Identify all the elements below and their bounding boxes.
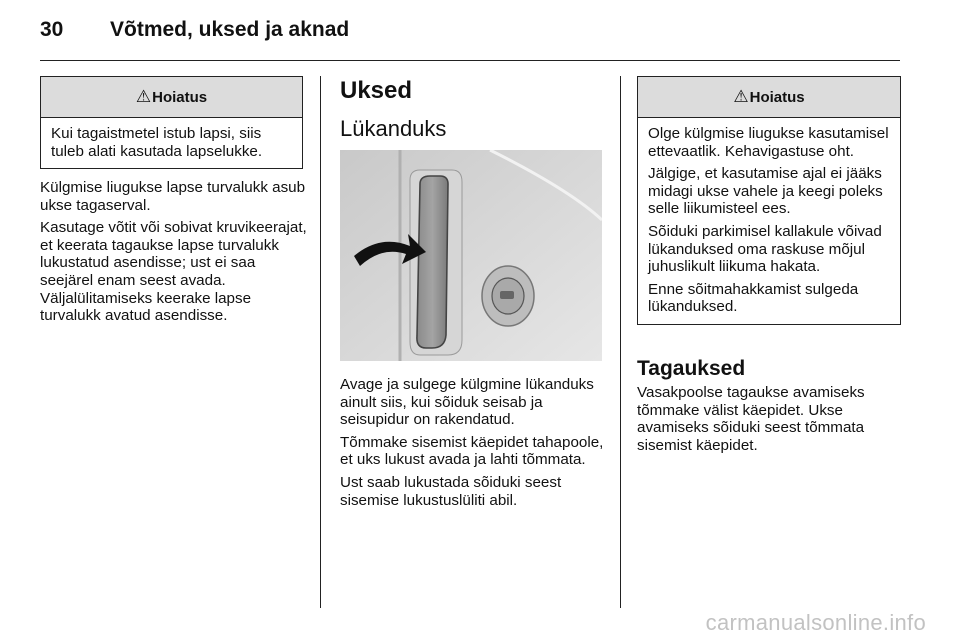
paragraph: Ust saab lukustada sõiduki seest sisemise lukustuslüliti abil. xyxy=(340,473,562,509)
warning-text: Kui tagaistmetel istub lapsi, siis tuleb alati kasutada lapselukke. xyxy=(51,125,263,160)
header-rule xyxy=(40,60,900,61)
warning-text: Olge külgmise liugukse kasutamisel ettevaatlik. Kehavigastuse oht. xyxy=(648,125,889,160)
figure-background xyxy=(340,150,602,361)
sliding-door-handle-illustration xyxy=(340,150,602,361)
section-heading-uksed: Uksed xyxy=(340,77,413,104)
paragraph: Kasutage võtit või sobivat kruvikeerajat, et keerata tagaukse lapse turvalukk lukustatud asendisse; ust ei saa seejärel enam seest avada. Väljalülitamiseks keerake lapse turvalukk avatud asendisse. xyxy=(40,219,307,325)
warning-text: Sõiduki parkimisel kallakule võivad lükanduksed oma raskuse mõjul juhuslikult liikuma hakata. xyxy=(648,222,882,276)
column-divider-left xyxy=(320,76,321,608)
warning-triangle-icon: ⚠ xyxy=(733,87,749,106)
warning-title: Hoiatus xyxy=(749,88,805,106)
warning-text: Enne sõitmahakkamist sulgeda lükanduksed. xyxy=(648,280,859,316)
paragraph: Tõmmake sisemist käepidet tahapoole, et uks lukust avada ja lahti tõmmata. xyxy=(340,433,604,469)
lock-switch-slot xyxy=(500,291,514,299)
left-column-text xyxy=(40,179,308,330)
warning-box-header xyxy=(638,77,900,118)
chapter-title: Võtmed, uksed ja aknad xyxy=(110,18,350,41)
middle-column-text xyxy=(340,376,606,514)
paragraph: Vasakpoolse tagaukse avamiseks tõmmake välist käepidet. Ukse avamiseks sõiduki seest tõmmata sisemist käepidet. xyxy=(637,384,865,454)
page-number: 30 xyxy=(40,18,64,41)
warning-title: Hoiatus xyxy=(152,88,208,106)
right-column-text xyxy=(637,384,899,459)
warning-box-body xyxy=(41,118,302,168)
column-divider-right xyxy=(620,76,621,608)
subsection-heading-lukanduks: Lükanduks xyxy=(340,116,447,141)
warning-box-body xyxy=(638,118,900,324)
warning-text: Jälgige, et kasutamise ajal ei jääks midagi ukse vahele ja keegi poleks selle liikumisteel ees. xyxy=(648,165,883,218)
paragraph: Külgmise liugukse lapse turvalukk asub ukse tagaserval. xyxy=(40,179,306,214)
watermark: carmanualsonline.info xyxy=(705,610,926,635)
warning-box-child-lock xyxy=(40,76,303,169)
paragraph: Avage ja sulgege külgmine lükanduks ainult siis, kui sõiduk seisab ja seisupidur on rakendatud. xyxy=(340,376,594,429)
section-heading-tagauksed: Tagauksed xyxy=(637,357,746,380)
inner-handle xyxy=(417,176,448,348)
warning-box-sliding-door xyxy=(637,76,901,325)
warning-triangle-icon: ⚠ xyxy=(135,87,152,106)
warning-box-header xyxy=(41,77,302,118)
